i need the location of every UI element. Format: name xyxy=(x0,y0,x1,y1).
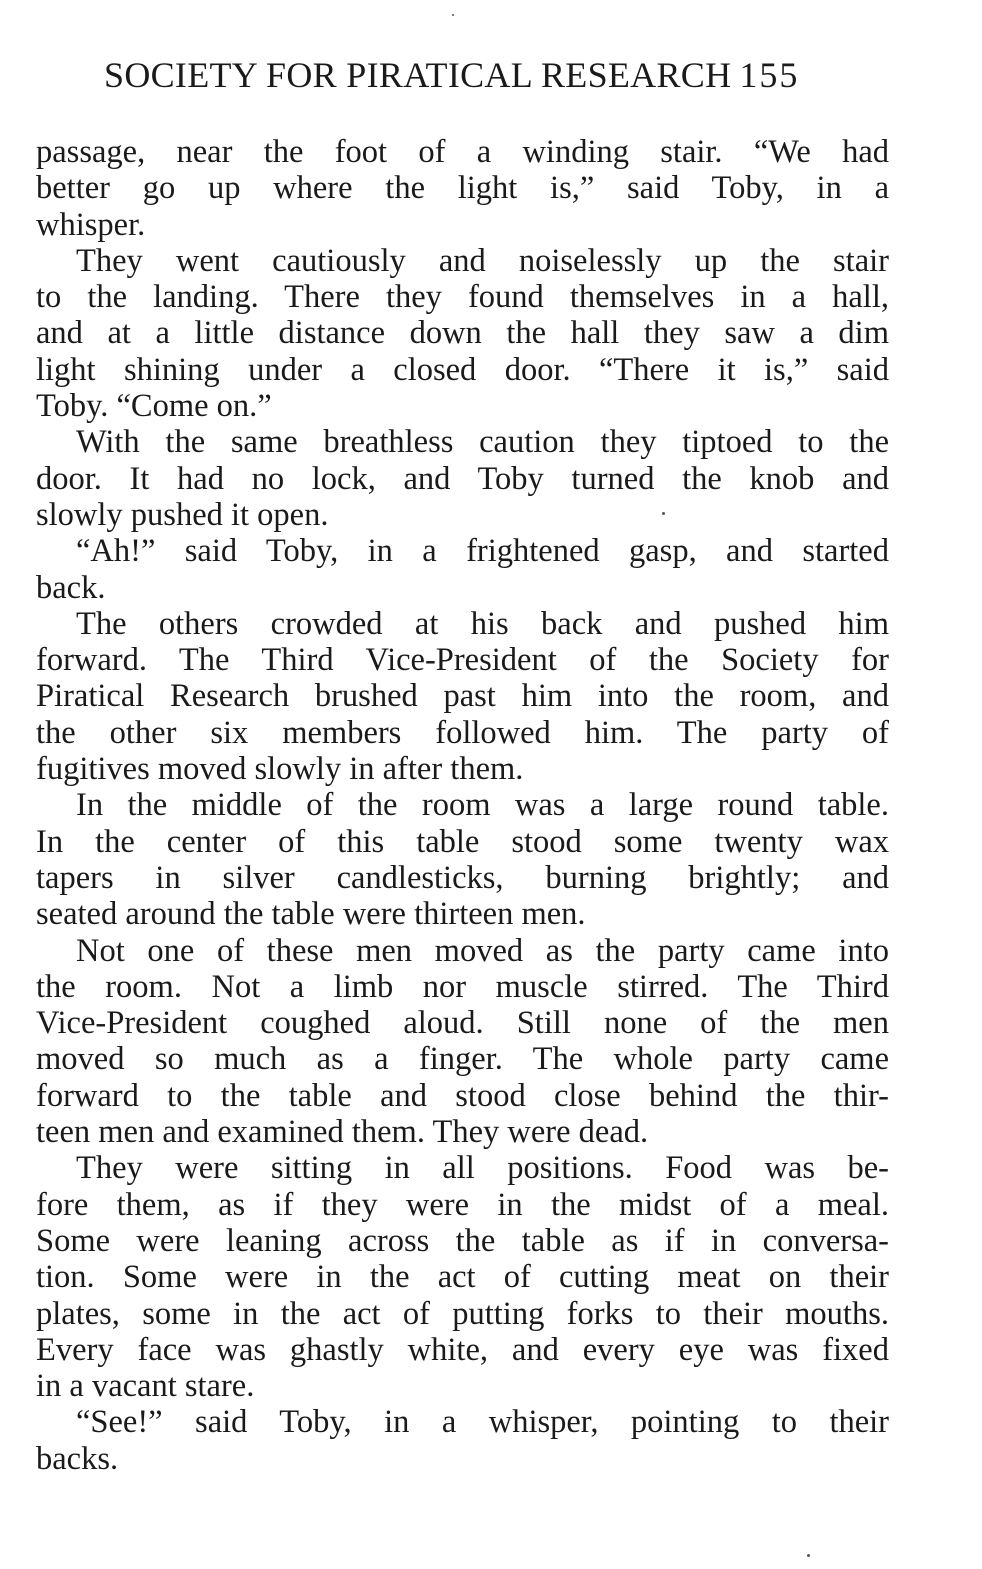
text-line: fore them, as if they were in the midst of a meal. xyxy=(36,1186,889,1223)
print-speck xyxy=(807,1554,810,1557)
body-text xyxy=(36,134,889,1477)
text-line: the other six members followed him. The party of xyxy=(36,714,889,751)
text-line: light shining under a closed door. “There it is,” said xyxy=(36,351,889,388)
text-line: forward to the table and stood close behind the thir- xyxy=(36,1077,889,1114)
text-line: plates, some in the act of putting forks to their mouths. xyxy=(36,1295,889,1332)
text-line: Every face was ghastly white, and every eye was fixed xyxy=(36,1331,889,1368)
text-line: slowly pushed it open. xyxy=(36,496,329,533)
text-line: moved so much as a finger. The whole party came xyxy=(36,1041,889,1078)
text-line: teen men and examined them. They were dead. xyxy=(36,1114,649,1151)
text-line: Toby. “Come on.” xyxy=(36,388,272,425)
text-line: backs. xyxy=(36,1440,119,1477)
running-head-title: SOCIETY FOR PIRATICAL RESEARCH xyxy=(104,55,732,95)
text-line: tapers in silver candlesticks, burning brightly; and xyxy=(36,859,889,896)
text-line: seated around the table were thirteen men. xyxy=(36,896,586,933)
text-line: fugitives moved slowly in after them. xyxy=(36,751,524,788)
text-line: Some were leaning across the table as if in conversa- xyxy=(36,1222,889,1259)
text-line: back. xyxy=(36,569,106,606)
text-line: tion. Some were in the act of cutting meat on their xyxy=(36,1259,889,1296)
text-line: “See!” said Toby, in a whisper, pointing to their xyxy=(76,1404,889,1441)
text-line: and at a little distance down the hall they saw a dim xyxy=(36,315,889,352)
text-line: to the landing. There they found themselves in a hall, xyxy=(36,279,889,316)
text-line: They were sitting in all positions. Food was be- xyxy=(76,1150,889,1187)
running-head xyxy=(104,54,894,98)
text-line: The others crowded at his back and pushed him xyxy=(76,605,889,642)
print-speck xyxy=(662,512,665,515)
print-speck xyxy=(452,14,454,16)
text-line: In the center of this table stood some twenty wax xyxy=(36,823,889,860)
text-line: Piratical Research brushed past him into the room, and xyxy=(36,678,889,715)
text-line: In the middle of the room was a large round table. xyxy=(76,787,889,824)
text-line: With the same breathless caution they tiptoed to the xyxy=(76,424,889,461)
text-line: They went cautiously and noiselessly up the stair xyxy=(76,242,889,279)
text-line: Not one of these men moved as the party came into xyxy=(76,932,889,969)
page-number: 155 xyxy=(739,55,800,95)
text-line: Vice-President coughed aloud. Still none of the men xyxy=(36,1005,889,1042)
text-line: in a vacant stare. xyxy=(36,1368,255,1405)
text-line: forward. The Third Vice-President of the Society for xyxy=(36,642,889,679)
text-line: better go up where the light is,” said Toby, in a xyxy=(36,170,889,207)
text-line: “Ah!” said Toby, in a frightened gasp, and started xyxy=(76,533,889,570)
text-line: whisper. xyxy=(36,206,146,243)
text-line: passage, near the foot of a winding stair. “We had xyxy=(36,134,889,170)
text-line: door. It had no lock, and Toby turned the knob and xyxy=(36,460,889,497)
text-line: the room. Not a limb nor muscle stirred. The Third xyxy=(36,968,889,1005)
